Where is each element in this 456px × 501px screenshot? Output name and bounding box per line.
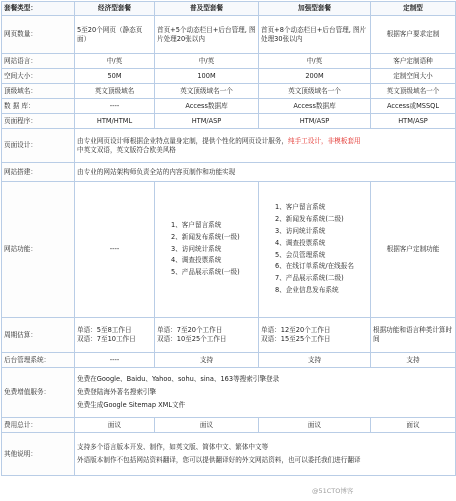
cell-enhanced	[259, 318, 371, 353]
row-label: 页面设计：	[2, 129, 75, 163]
feature-item: 3、访问统计系统	[171, 244, 222, 253]
cell-enhanced: HTM/ASP	[259, 114, 371, 129]
cell-free-services	[75, 368, 456, 418]
cell-custom: 客户定制语种	[371, 54, 456, 69]
design-line-2: 中英文双语，英文版符合欧美风格	[77, 145, 176, 154]
row-label: 其他说明：	[2, 433, 75, 476]
cell-standard: 面议	[155, 418, 259, 433]
feature-item: 5、产品展示系统(一级)	[171, 268, 240, 277]
free-line-2: 免费登陆海外著名搜索引擎	[77, 388, 157, 396]
cell-custom: 定制空间大小	[371, 69, 456, 84]
header-custom: 定制型	[371, 2, 456, 16]
notes-line-1: 支持多个语言版本开发、制作，如英文版、简体中文、繁体中文等	[77, 443, 269, 451]
cell-standard: Access数据库	[155, 99, 259, 114]
row-label: 费用总计：	[2, 418, 75, 433]
feature-item: 1、客户留言系统	[171, 221, 222, 229]
cell-custom: 面议	[371, 418, 456, 433]
schedule-dual: 双语：15至25个工作日	[261, 335, 331, 343]
row-label: 网站语言：	[2, 54, 75, 69]
schedule-dual: 双语：7至10工作日	[77, 335, 136, 343]
watermark: @51CTO博客	[312, 487, 354, 495]
row-notes	[2, 433, 456, 476]
row-label: 免费增值服务：	[2, 368, 75, 418]
row-label: 周期估算：	[2, 318, 75, 353]
design-line-1	[77, 137, 453, 146]
cell-custom: 根据客户定制功能	[371, 182, 456, 318]
schedule-single: 单语：5至8工作日	[77, 326, 132, 335]
cell-standard-features	[155, 182, 259, 318]
cell-design-text	[75, 129, 456, 163]
package-comparison-table	[1, 1, 456, 476]
feature-item: 7、产品展示系统(二级)	[275, 274, 344, 283]
row-label: 网站功能：	[2, 182, 75, 318]
cell-economy: ----	[75, 353, 155, 368]
row-cost	[2, 418, 456, 433]
row-label: 网站搭建：	[2, 163, 75, 182]
cell-custom: 英文顶级域名一个	[371, 84, 456, 99]
header-row	[2, 2, 456, 16]
design-text: 由专业网页设计师根据企业特点量身定制，提供个性化的网页设计服务，	[77, 136, 288, 145]
row-label: 顶级域名：	[2, 84, 75, 99]
row-pages	[2, 16, 456, 54]
row-label: 后台管理系统：	[2, 353, 75, 368]
cell-enhanced: 面议	[259, 418, 371, 433]
cell-standard: 支持	[155, 353, 259, 368]
row-program	[2, 114, 456, 129]
cell-standard: 中/英	[155, 54, 259, 69]
cell-custom: 支持	[371, 353, 456, 368]
row-design	[2, 129, 456, 163]
cell-standard: HTM/ASP	[155, 114, 259, 129]
row-label: 空间大小：	[2, 69, 75, 84]
feature-item: 5、会员管理系统	[275, 250, 326, 259]
cell-standard: 首页+5个动态栏目+后台管理, 图片处理20张以内	[155, 16, 259, 54]
cell-custom: 根据功能和语言种类计算时间	[371, 318, 456, 353]
row-label: 数 据 库：	[2, 99, 75, 114]
cell-standard	[155, 318, 259, 353]
cell-economy: 中/英	[75, 54, 155, 69]
cell-economy: 50M	[75, 69, 155, 84]
cell-notes	[75, 433, 456, 476]
feature-item: 8、企业信息发布系统	[275, 285, 339, 294]
cell-enhanced: 支持	[259, 353, 371, 368]
cell-economy: 面议	[75, 418, 155, 433]
header-label: 套餐类型：	[2, 2, 75, 16]
feature-item: 3、访问统计系统	[275, 226, 326, 235]
cell-custom: Access或MSSQL	[371, 99, 456, 114]
cell-enhanced: 首页+8个动态栏目+后台管理, 图片处理30张以内	[259, 16, 371, 54]
row-database	[2, 99, 456, 114]
cell-custom: HTM/ASP	[371, 114, 456, 129]
row-label: 页面程序：	[2, 114, 75, 129]
cell-economy: HTM/HTML	[75, 114, 155, 129]
row-label: 网页数量：	[2, 16, 75, 54]
schedule-dual: 双语：10至25个工作日	[157, 335, 227, 343]
schedule-single: 单语：7至20个工作日	[157, 326, 223, 335]
row-space	[2, 69, 456, 84]
cell-enhanced: 200M	[259, 69, 371, 84]
feature-item: 2、新闻发布系统(二级)	[275, 215, 344, 224]
row-schedule	[2, 318, 456, 353]
cell-enhanced: 中/英	[259, 54, 371, 69]
row-free-services	[2, 368, 456, 418]
row-build	[2, 163, 456, 182]
cell-economy: ----	[75, 182, 155, 318]
row-features	[2, 182, 456, 318]
cell-enhanced: Access数据库	[259, 99, 371, 114]
feature-item: 6、在线订单系统/在线报名	[275, 262, 354, 271]
feature-item: 2、新闻发布系统(一级)	[171, 232, 240, 241]
cell-economy: ----	[75, 99, 155, 114]
row-language	[2, 54, 456, 69]
header-economy: 经济型套餐	[75, 2, 155, 16]
feature-item: 4、调查投票系统	[275, 238, 326, 247]
feature-item: 1、客户留言系统	[275, 203, 326, 212]
cell-build-text: 由专业的网站架构师负责全站的内容页制作和功能实现	[75, 163, 456, 182]
cell-economy	[75, 318, 155, 353]
cell-standard: 100M	[155, 69, 259, 84]
schedule-single: 单语：12至20个工作日	[261, 326, 331, 335]
design-highlight: 纯手工设计，非模板套用	[288, 136, 361, 145]
cell-standard: 英文顶级域名一个	[155, 84, 259, 99]
header-enhanced: 加强型套餐	[259, 2, 371, 16]
free-line-1: 免费在Google、Baidu、Yahoo、sohu、sina、163等搜索引擎登录	[77, 375, 280, 383]
header-standard: 普及型套餐	[155, 2, 259, 16]
cell-enhanced: 英文顶级域名一个	[259, 84, 371, 99]
feature-item: 4、调查投票系统	[171, 256, 222, 265]
row-admin	[2, 353, 456, 368]
cell-custom: 根据客户要求定制	[371, 16, 456, 54]
free-line-3: 免费生成Google Sitemap XML文件	[77, 401, 186, 409]
notes-line-2: 外语版本制作不包括网站资料翻译，您可以提供翻译好的外文网站资料，也可以委托我们进行翻译	[77, 456, 361, 464]
cell-economy: 5至20个网页（静态页面）	[75, 16, 155, 54]
cell-economy: 英文顶级域名	[75, 84, 155, 99]
cell-enhanced-features	[259, 182, 371, 318]
row-domain	[2, 84, 456, 99]
